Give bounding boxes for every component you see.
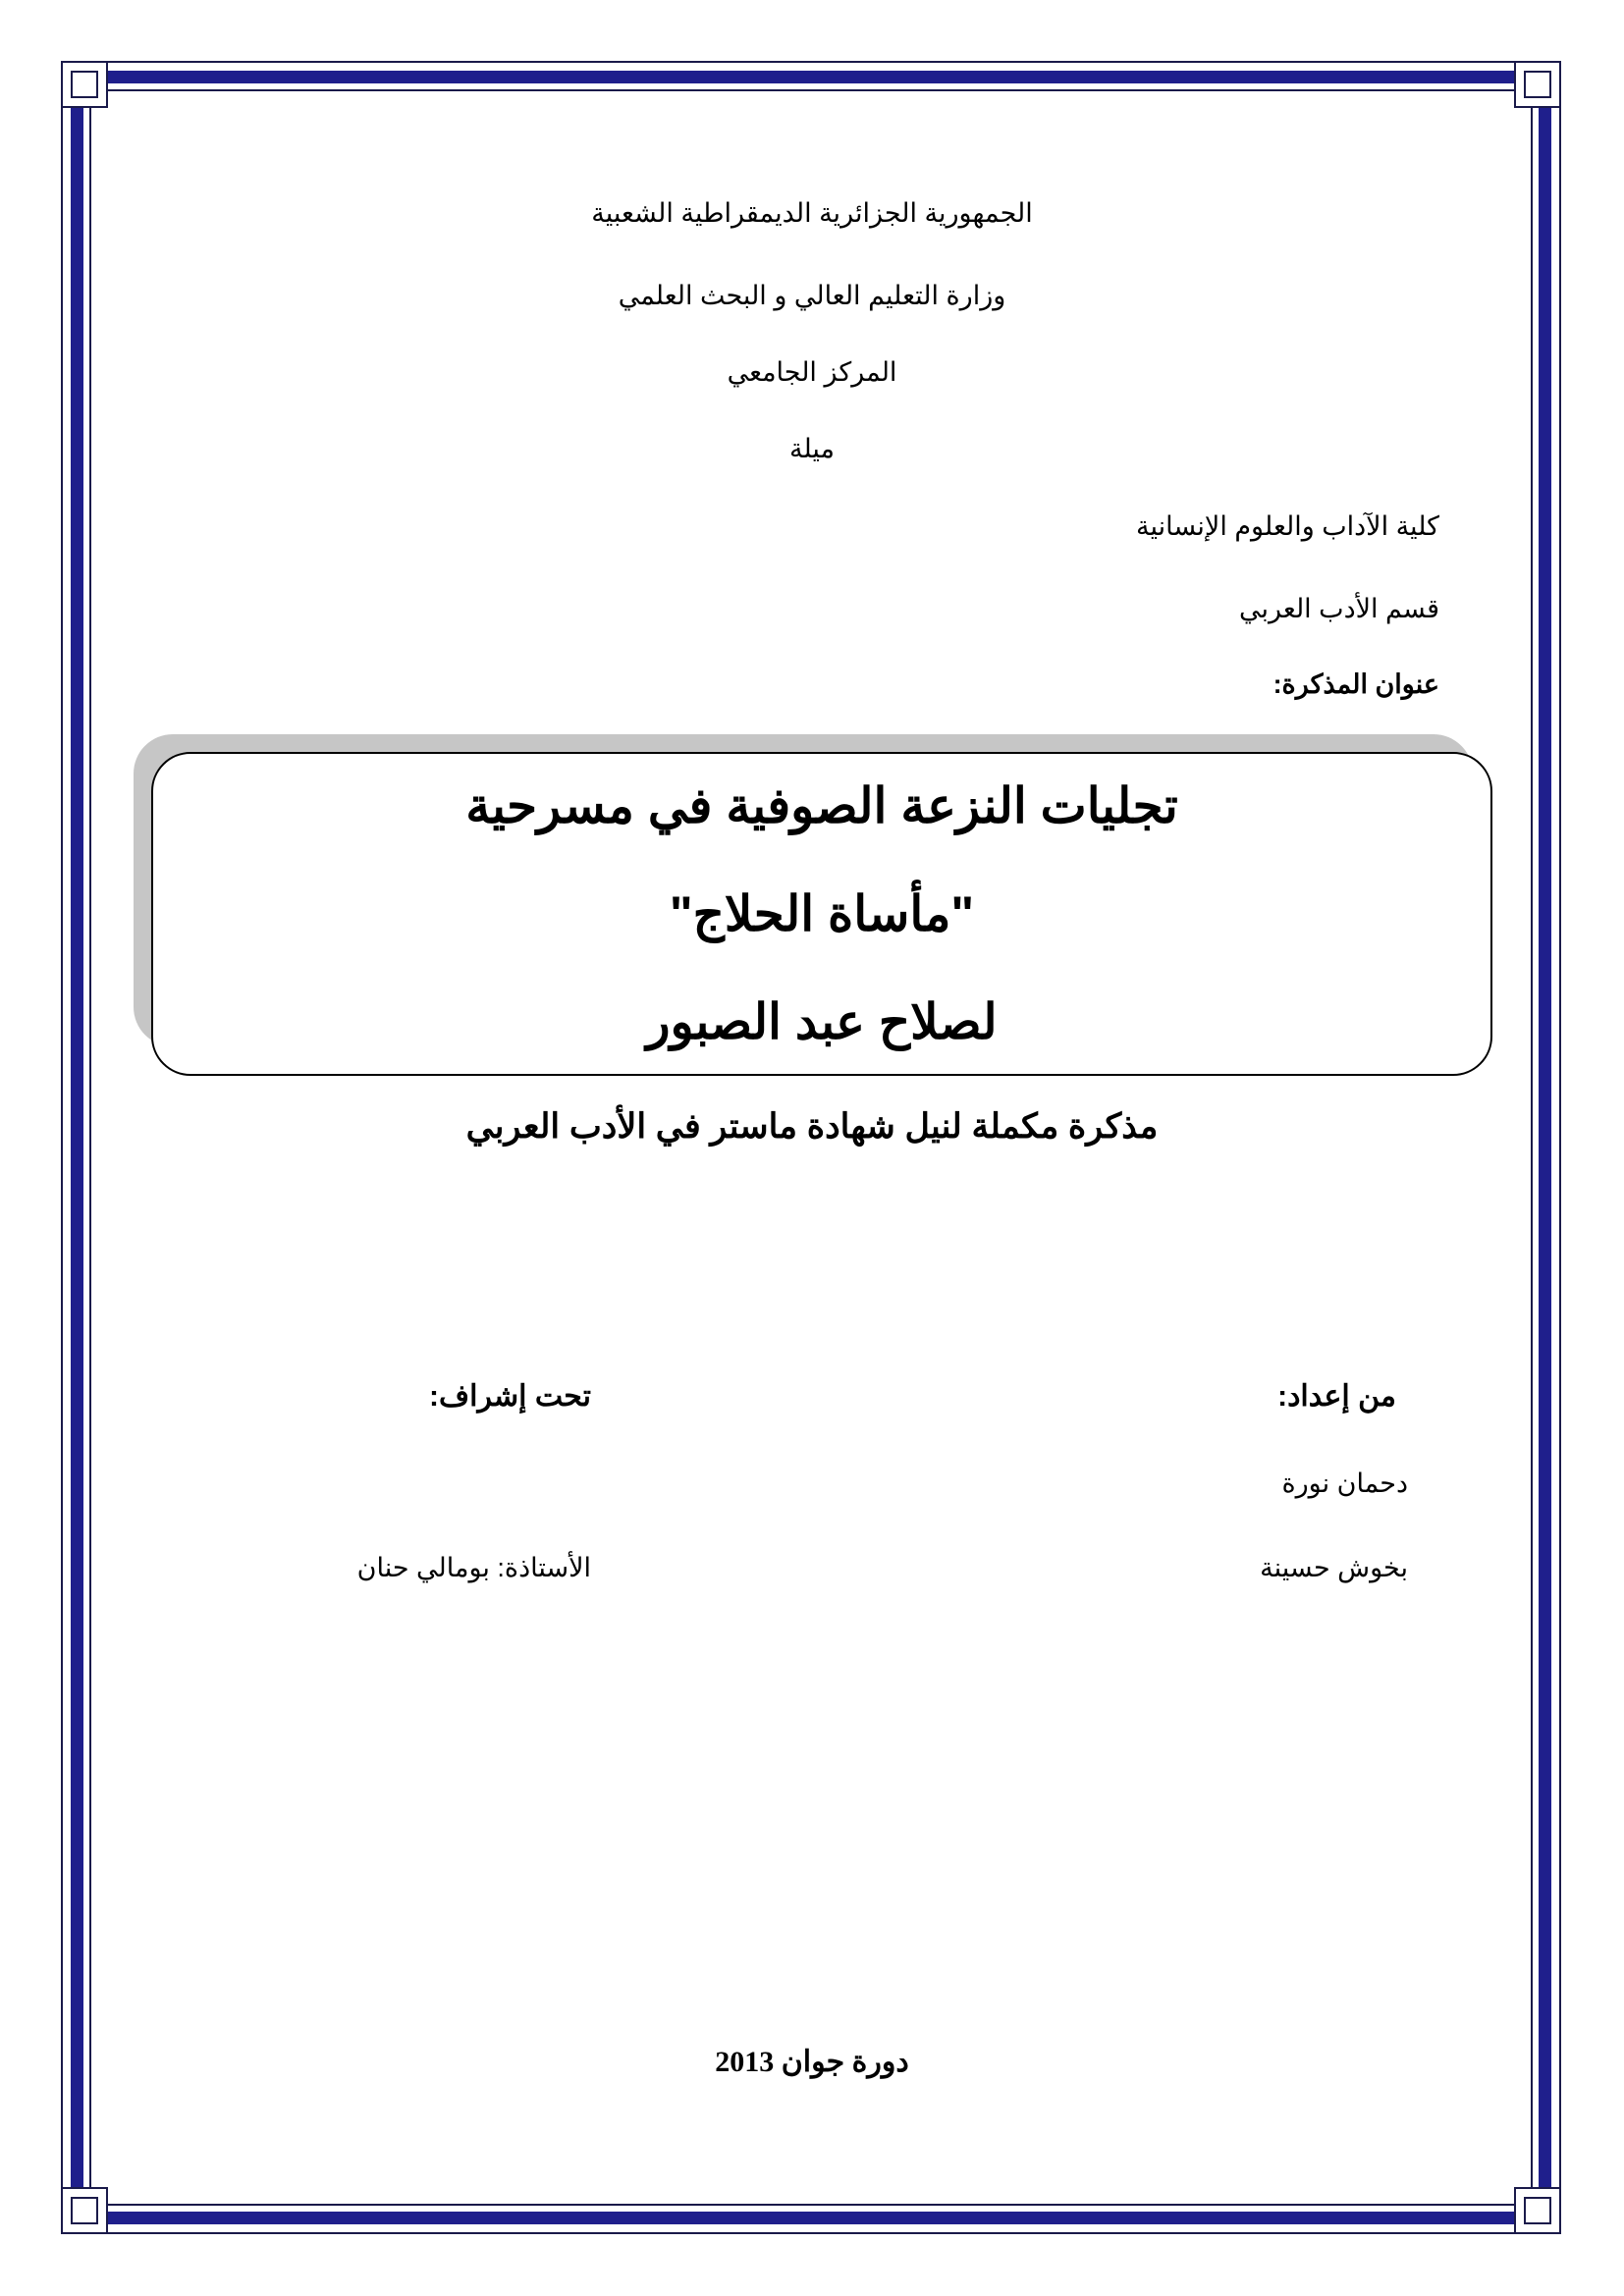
thesis-title-line-1: تجليات النزعة الصوفية في مسرحية [465,778,1178,833]
supervision-label: تحت إشراف: [429,1380,591,1413]
corner-ornament-top-left [61,61,108,108]
republic-name: الجمهورية الجزائرية الديمقراطية الشعبية [591,198,1033,228]
supervisor-name: الأستاذة: بومالي حنان [356,1553,591,1582]
corner-ornament-top-right [1514,61,1561,108]
thesis-title-label: عنوان المذكرة: [1272,669,1439,699]
university-center: المركز الجامعي [727,357,897,387]
student-name-1: دحمان نورة [1281,1468,1408,1498]
thesis-subtitle: مذكرة مكملة لنيل شهادة ماستر في الأدب العربي [465,1107,1159,1146]
corner-ornament-bottom-left [61,2187,108,2234]
ministry-name: وزارة التعليم العالي و البحث العلمي [618,281,1006,310]
prepared-by-label: من إعداد: [1277,1380,1396,1413]
thesis-title-line-2: "مأساة الحلاج" [669,886,975,941]
thesis-title-line-3: لصلاح عبد الصبور [646,994,998,1049]
department-name: قسم الأدب العربي [1239,594,1439,623]
session-date: دورة جوان 2013 [715,2046,909,2078]
city-name: ميلة [788,434,836,463]
student-name-2: بخوش حسينة [1260,1553,1408,1582]
faculty-name: كلية الآداب والعلوم الإنسانية [1135,511,1439,541]
corner-ornament-bottom-right [1514,2187,1561,2234]
